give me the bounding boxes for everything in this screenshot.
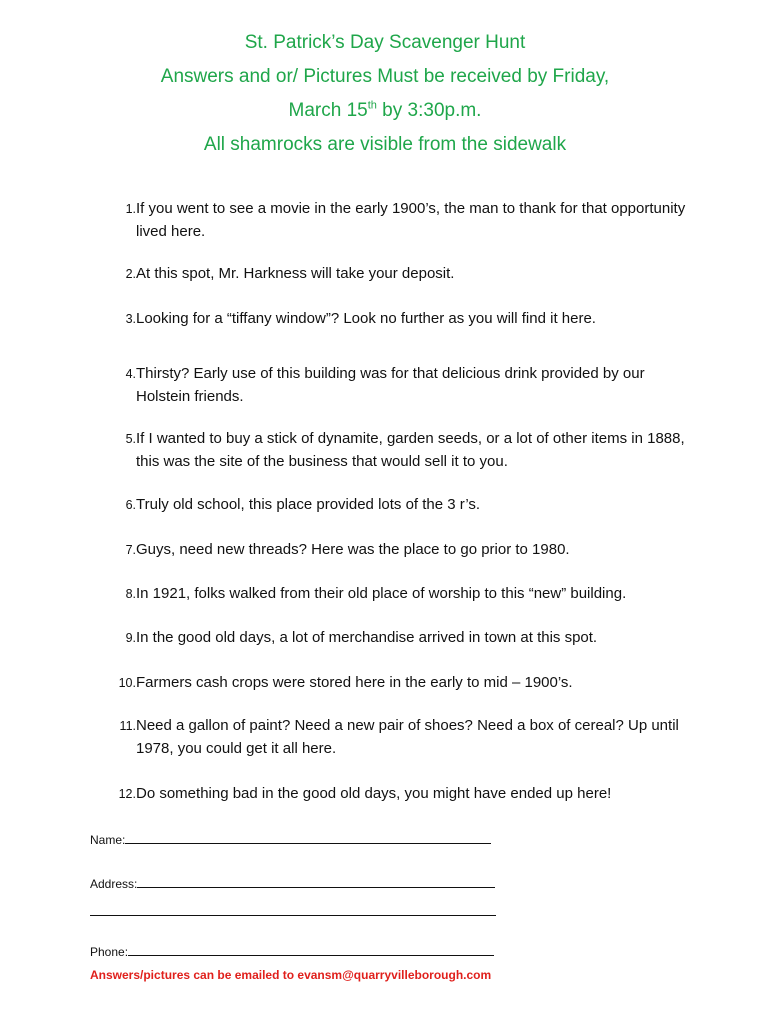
header-deadline: Answers and or/ Pictures Must be received by Friday, bbox=[160, 66, 610, 87]
question-5 bbox=[110, 427, 700, 473]
question-number: 3. bbox=[125, 312, 136, 326]
question-text: Do something bad in the good old days, you might have ended up here! bbox=[136, 785, 612, 802]
question-8 bbox=[110, 582, 700, 605]
phone-field[interactable] bbox=[90, 944, 494, 960]
header-date-sup: th bbox=[367, 99, 377, 112]
question-text: If you went to see a movie in the early 1900’s, the man to thank for that opportunity lived here. bbox=[136, 200, 686, 240]
question-text: At this spot, Mr. Harkness will take your deposit. bbox=[136, 265, 455, 282]
name-label: Name: bbox=[90, 833, 126, 847]
name-line[interactable] bbox=[125, 832, 491, 844]
question-text: Need a gallon of paint? Need a new pair of shoes? Need a box of cereal? Up until 1978, you could get it all here. bbox=[136, 717, 679, 757]
question-text: Guys, need new threads? Here was the place to go prior to 1980. bbox=[136, 541, 570, 558]
question-text: Looking for a “tiffany window”? Look no further as you will find it here. bbox=[136, 310, 596, 327]
header-date-post: by 3:30p.m. bbox=[376, 100, 482, 121]
address-line-2[interactable] bbox=[90, 915, 496, 916]
question-text: If I wanted to buy a stick of dynamite, garden seeds, or a lot of other items in 1888, this was the site of the business that would sell it to you. bbox=[136, 430, 685, 470]
question-number: 12. bbox=[118, 787, 136, 801]
question-10 bbox=[110, 671, 700, 694]
question-text: Thirsty? Early use of this building was for that delicious drink provided by our Holstein friends. bbox=[136, 365, 645, 405]
question-number: 6. bbox=[125, 498, 136, 512]
question-number: 1. bbox=[125, 202, 136, 216]
header-date bbox=[0, 94, 770, 128]
phone-line[interactable] bbox=[128, 944, 494, 956]
name-field[interactable] bbox=[90, 832, 491, 848]
question-7 bbox=[110, 538, 700, 561]
question-number: 2. bbox=[125, 267, 136, 281]
question-12 bbox=[110, 782, 700, 805]
page-header bbox=[0, 26, 770, 162]
question-6 bbox=[110, 493, 700, 516]
header-date-pre: March 15 bbox=[288, 100, 368, 121]
question-number: 7. bbox=[125, 543, 136, 557]
email-instructions: Answers/pictures can be emailed to evansm@quarryvilleborough.com bbox=[90, 968, 492, 982]
header-note: All shamrocks are visible from the sidewalk bbox=[203, 134, 567, 155]
header-title: St. Patrick’s Day Scavenger Hunt bbox=[244, 32, 526, 53]
address-line[interactable] bbox=[137, 876, 495, 888]
question-3 bbox=[110, 307, 700, 330]
question-number: 5. bbox=[125, 432, 136, 446]
question-text: Truly old school, this place provided lots of the 3 r’s. bbox=[136, 496, 481, 513]
question-number: 10. bbox=[118, 676, 136, 690]
question-number: 11. bbox=[119, 719, 136, 733]
question-9 bbox=[110, 626, 700, 649]
phone-label: Phone: bbox=[90, 945, 129, 959]
question-4 bbox=[110, 362, 700, 408]
question-text: In 1921, folks walked from their old place of worship to this “new” building. bbox=[136, 585, 627, 602]
question-text: Farmers cash crops were stored here in the early to mid – 1900’s. bbox=[136, 674, 573, 691]
question-1 bbox=[110, 197, 700, 243]
question-2 bbox=[110, 262, 700, 285]
address-field[interactable] bbox=[90, 876, 495, 892]
question-11 bbox=[110, 714, 700, 760]
question-number: 8. bbox=[125, 587, 136, 601]
question-number: 9. bbox=[125, 631, 136, 645]
question-number: 4. bbox=[125, 367, 136, 381]
address-label: Address: bbox=[90, 877, 138, 891]
question-text: In the good old days, a lot of merchandise arrived in town at this spot. bbox=[136, 629, 598, 646]
